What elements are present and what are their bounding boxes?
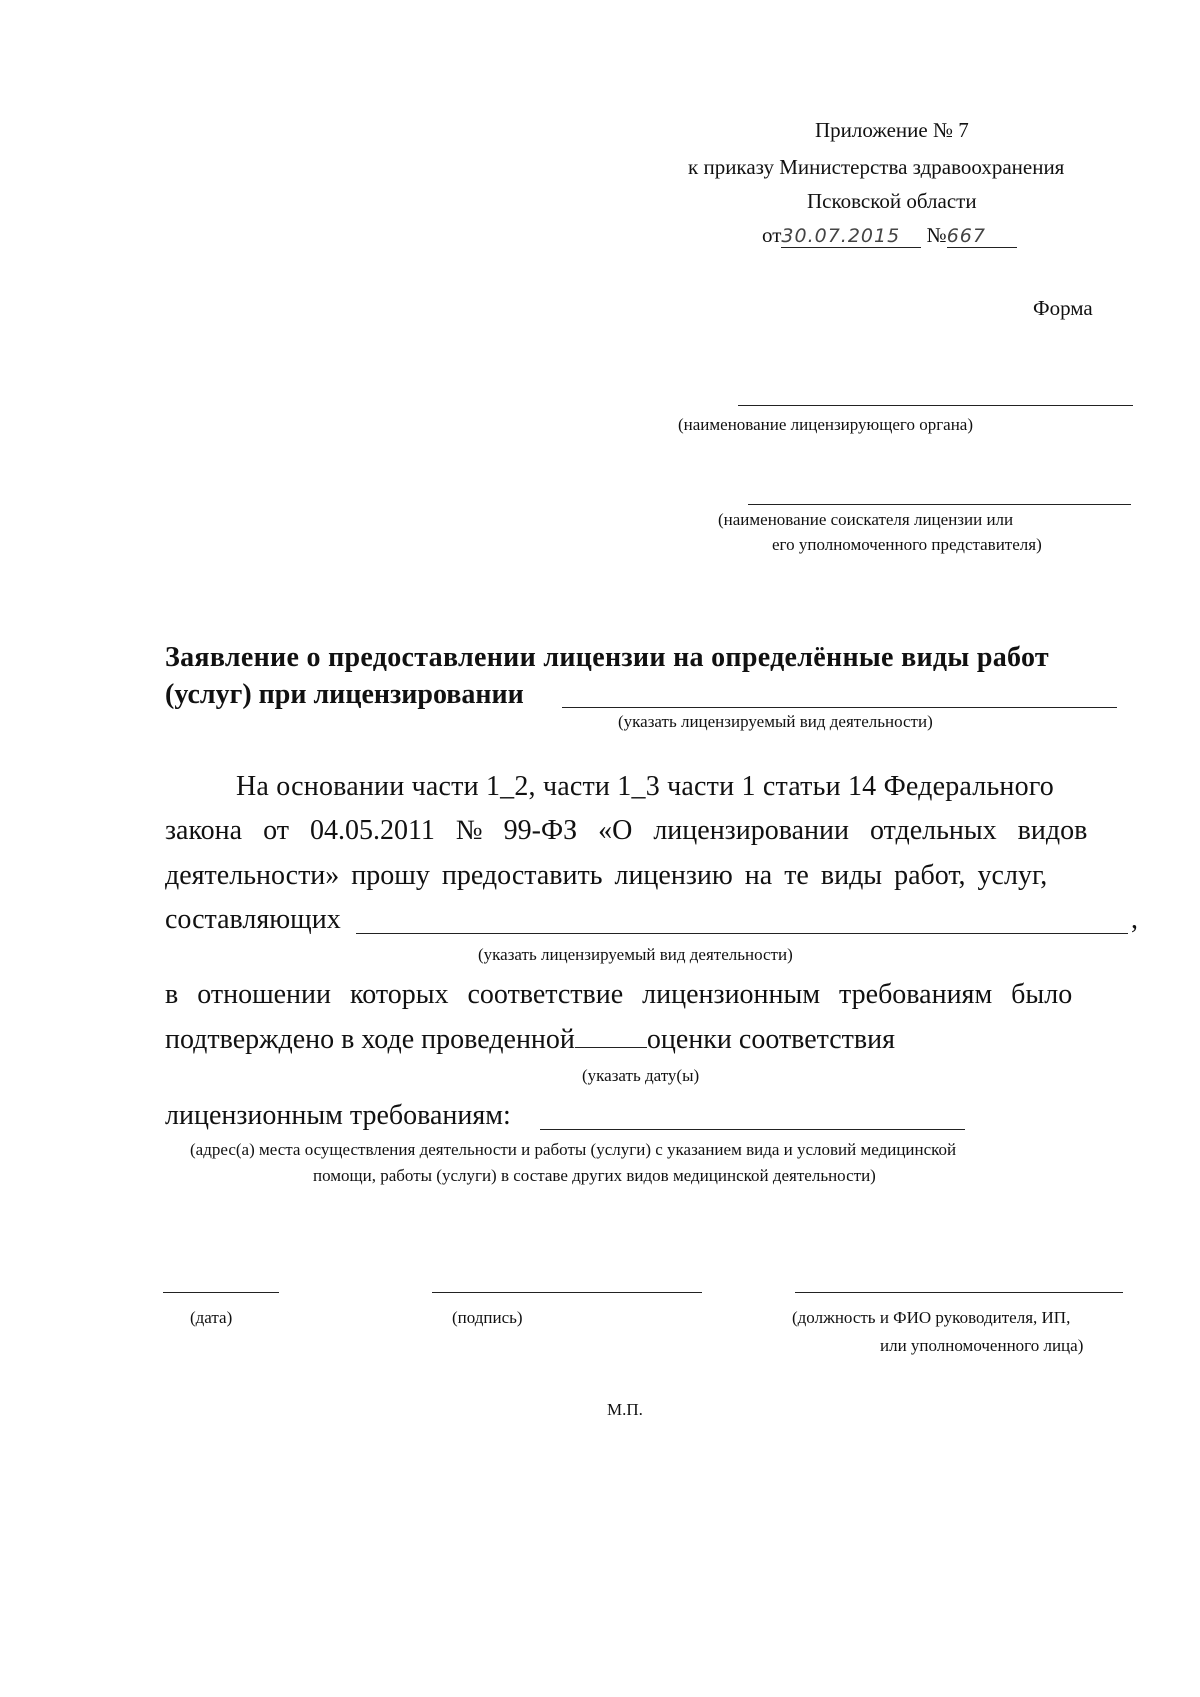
order-number-prefix: № xyxy=(926,223,947,247)
body-line-6 xyxy=(165,1023,895,1056)
body-line-3: деятельности» прошу предоставить лицензию на те виды работ, услуг, xyxy=(165,860,1048,891)
appendix-region: Псковской области xyxy=(807,189,977,213)
document-title-line2-text: (услуг) при лицензировании xyxy=(165,679,524,710)
applicant-caption-1: (наименование соискателя лицензии или xyxy=(718,510,1014,529)
body-line-7: лицензионным требованиям: xyxy=(165,1100,511,1131)
title-activity-caption: (указать лицензируемый вид деятельности) xyxy=(618,712,933,731)
order-number-handwritten: 667 xyxy=(947,225,1017,248)
document-title-line1: Заявление о предоставлении лицензии на определённые виды работ xyxy=(165,642,1049,673)
assessment-date-caption: (указать дату(ы) xyxy=(582,1066,700,1085)
licensing-body-line xyxy=(738,405,1133,406)
signature-caption: (подпись) xyxy=(452,1308,523,1327)
order-date-handwritten: 30.07.2015 xyxy=(781,225,921,248)
body-line-2: закона от 04.05.2011 № 99-ФЗ «О лицензировании отдельных видов xyxy=(165,815,1088,846)
body-activity-line xyxy=(356,933,1128,934)
body-line-6b: оценки соответствия xyxy=(646,1024,895,1055)
body-activity-caption: (указать лицензируемый вид деятельности) xyxy=(478,945,793,964)
order-date-line xyxy=(762,223,1017,248)
body-line-5: в отношении которых соответствие лицензионным требованиям было xyxy=(165,979,1073,1010)
position-caption-2: или уполномоченного лица) xyxy=(880,1336,1084,1355)
stamp-placeholder: М.П. xyxy=(607,1400,643,1419)
signature-line xyxy=(432,1292,702,1293)
document-title-line2 xyxy=(165,679,524,711)
licensing-body-caption: (наименование лицензирующего органа) xyxy=(678,415,974,434)
body-line-4: составляющих xyxy=(165,904,341,935)
address-caption-2: помощи, работы (услуги) в составе других видов медицинской деятельности) xyxy=(313,1166,876,1185)
body-line-4-end: , xyxy=(1131,904,1138,935)
appendix-order-ref: к приказу Министерства здравоохранения xyxy=(688,155,1065,179)
date-caption: (дата) xyxy=(190,1308,233,1327)
order-date-prefix: от xyxy=(762,223,782,247)
title-activity-line xyxy=(562,707,1117,708)
applicant-caption-2: его уполномоченного представителя) xyxy=(772,535,1042,554)
position-caption-1: (должность и ФИО руководителя, ИП, xyxy=(792,1308,1071,1327)
body-line-6a: подтверждено в ходе проведенной xyxy=(165,1024,575,1055)
assessment-date-blank xyxy=(575,1023,647,1048)
body-line-1: На основании части 1_2, части 1_3 части 1 статьи 14 Федерального xyxy=(236,771,1055,802)
appendix-number: Приложение № 7 xyxy=(815,118,969,142)
form-label: Форма xyxy=(1033,296,1093,320)
date-signature-line xyxy=(163,1292,279,1293)
position-signature-line xyxy=(795,1292,1123,1293)
address-line xyxy=(540,1129,965,1130)
address-caption-1: (адрес(а) места осуществления деятельности и работы (услуги) с указанием вида и условий медицинской xyxy=(190,1140,957,1159)
applicant-line xyxy=(748,504,1131,505)
